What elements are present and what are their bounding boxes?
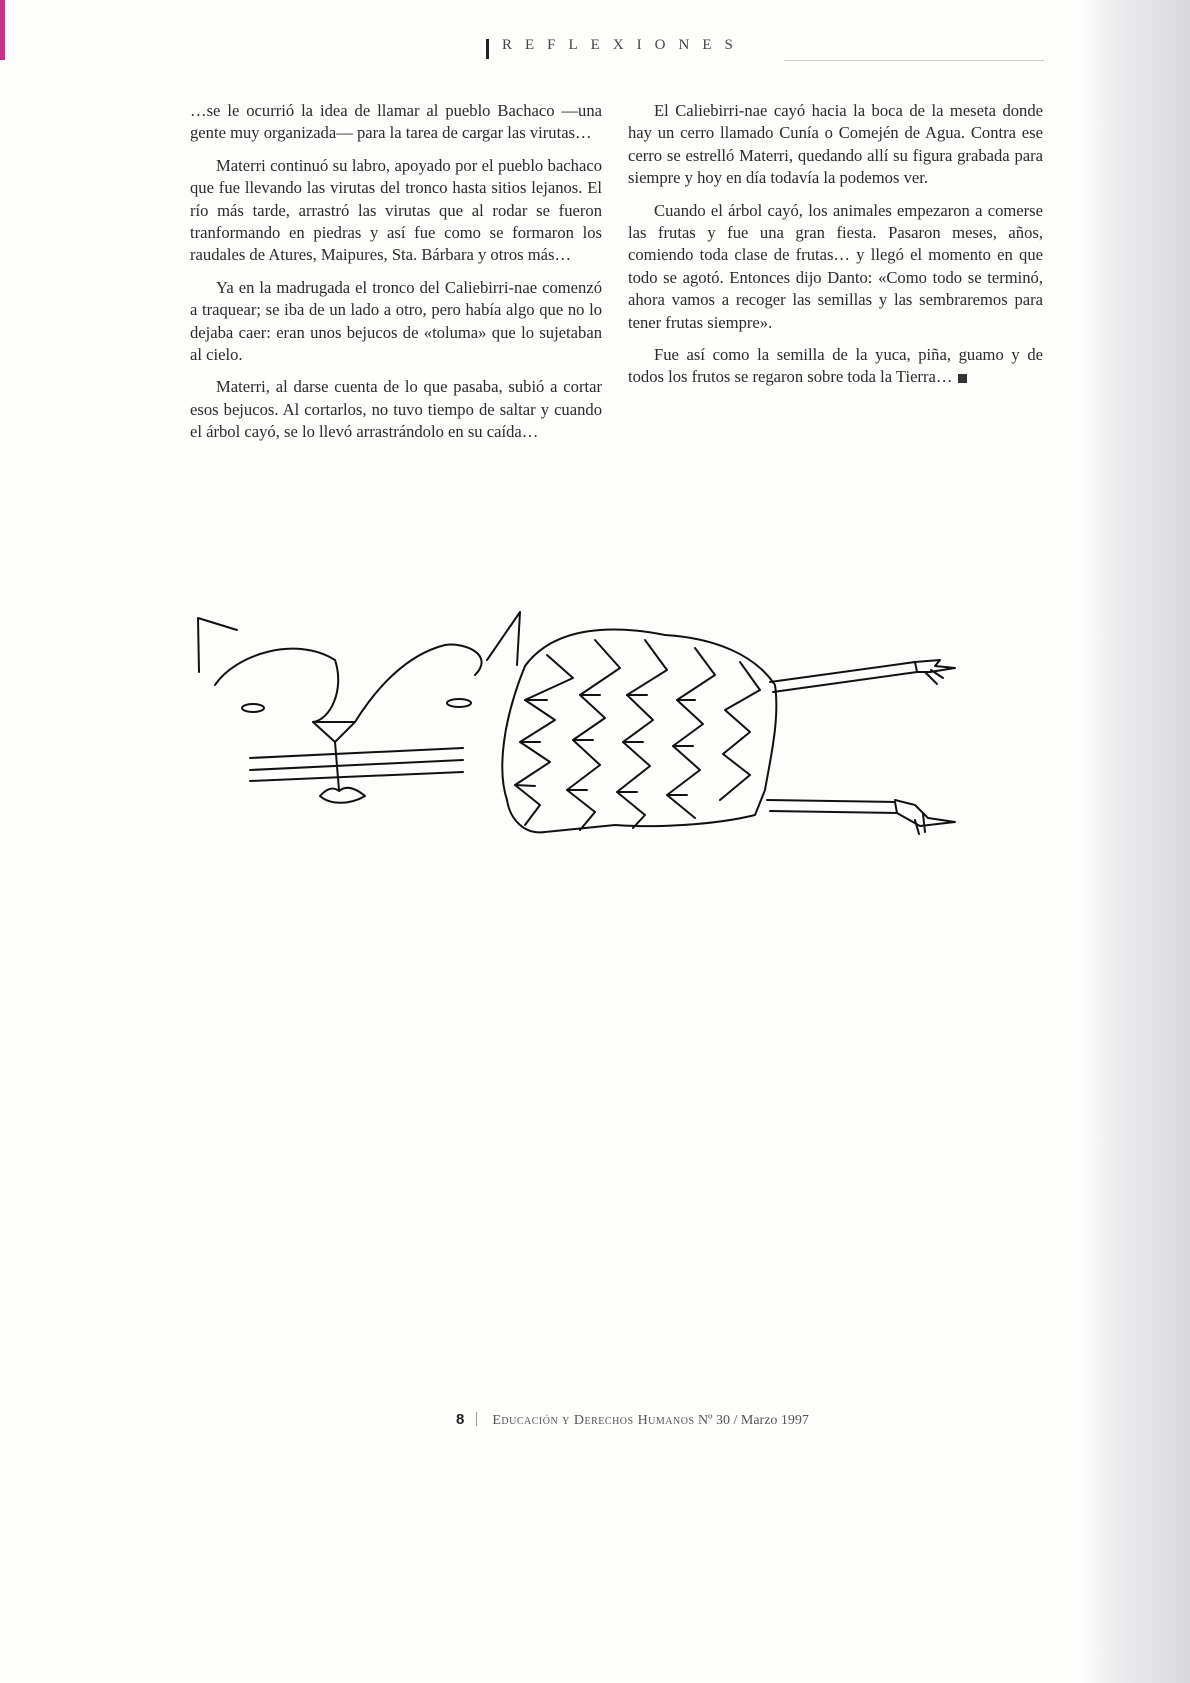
publication-name: Educación y Derechos Humanos: [492, 1413, 695, 1428]
zigzag-1: [515, 655, 573, 825]
cat-right-ear: [487, 612, 520, 665]
page-number: 8: [456, 1411, 465, 1428]
paragraph-last: [628, 344, 1043, 389]
zigzag-3: [617, 640, 667, 828]
lower-foot-detail: [915, 814, 925, 834]
lower-foot: [895, 800, 955, 826]
cat-head: [215, 649, 338, 722]
page-footer: [456, 1411, 809, 1433]
cat-mouth: [320, 788, 365, 803]
zigzag-5: [720, 662, 760, 800]
paragraph: Materri, al darse cuenta de lo que pasaba, subió a cortar esos bejucos. Al cortarlos, no tuvo tiempo de saltar y cuando el árbol cayó, se lo llevó arrastrándolo en su caída…: [190, 377, 602, 442]
section-title: REFLEXIONES: [502, 37, 746, 53]
cat-right-eye: [447, 699, 471, 707]
paragraph: El Caliebirri-nae cayó hacia la boca de la meseta donde hay un cerro llamado Cunía o Comején de Agua. Contra ese cerro se estrelló Materri, quedando allí su figura grabada para siempre y hoy en día todavía la podemos ver.: [628, 101, 1043, 188]
footer-separator: [476, 1412, 477, 1426]
paragraph: …se le ocurrió la idea de llamar al pueblo Bachaco —una gente muy organizada— para la tarea de cargar las virutas…: [190, 101, 602, 143]
zigzag-4: [667, 648, 715, 818]
paragraph-text: Fue así como la semilla de la yuca, piña, guamo y de todos los frutos se regaron sobre toda la Tierra…: [628, 345, 1043, 387]
left-column: [190, 100, 602, 454]
header-rule: [784, 60, 1044, 61]
zigzag-2: [567, 640, 620, 830]
cat-left-ear: [198, 618, 237, 672]
upper-leg: [770, 662, 917, 692]
right-column: [628, 100, 1043, 399]
upper-foot: [915, 660, 955, 672]
page-edge-shadow: [1080, 0, 1190, 1683]
lower-leg: [767, 800, 897, 813]
issue-info: Nº 30 / Marzo 1997: [698, 1413, 809, 1428]
cat-whiskers: [250, 748, 463, 781]
line-drawing-illustration: [195, 600, 1035, 910]
header-bar: [486, 39, 489, 59]
cat-left-eye: [242, 704, 264, 712]
paragraph: Ya en la madrugada el tronco del Caliebirri-nae comenzó a traquear; se iba de un lado a otro, pero había algo que no lo dejaba caer: eran unos bejucos de «toluma» que lo sujetaban al cielo.: [190, 277, 602, 365]
paragraph: Cuando el árbol cayó, los animales empezaron a comerse las frutas y fue una gran fiesta. Pasaron meses, años, comiendo toda clase de frutas… y llegó el momento en que todo se agotó. Entonces dijo Danto: «Como todo se terminó, ahora vamos a recoger las semillas y las sembraremos para tener frutas siempre».: [628, 200, 1043, 332]
zigzag-ticks: [515, 695, 695, 795]
cat-head-right: [355, 645, 482, 722]
color-mark: [0, 0, 5, 60]
paragraph: Materri continuó su labro, apoyado por el pueblo bachaco que fue llevando las virutas del tronco hasta sitios lejanos. El río más tarde, arrastró las virutas que al rodar se fueron tranformando en piedras y así fue como se formaron los raudales de Atures, Maipures, Sta. Bárbara y otros más…: [190, 155, 602, 265]
cat-nose: [313, 722, 355, 742]
end-mark-icon: [958, 374, 967, 383]
section-header: [484, 36, 1044, 60]
